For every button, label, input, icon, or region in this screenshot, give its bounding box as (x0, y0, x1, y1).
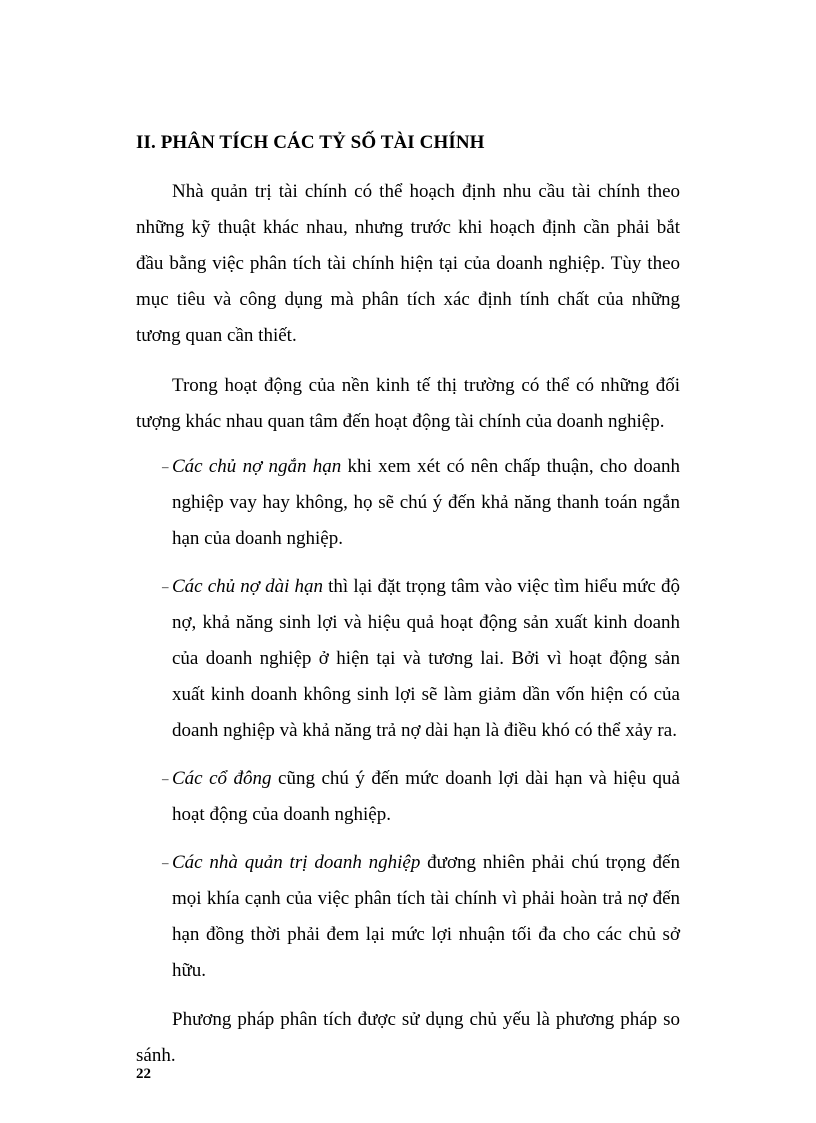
dash-bullet: – (162, 771, 169, 786)
page-body (136, 125, 680, 1074)
dash-bullet: – (162, 855, 169, 870)
stakeholder-list (136, 449, 680, 989)
item-term: Các cổ đông (172, 768, 272, 789)
dash-bullet: – (162, 459, 169, 474)
list-item (136, 845, 680, 989)
item-text: cũng chú ý đến mức doanh lợi dài hạn và hiệu quả hoạt động của doanh nghiệp. (172, 768, 680, 825)
item-text: khi xem xét có nên chấp thuận, cho doanh nghiệp vay hay không, họ sẽ chú ý đến khả năng thanh toán ngắn hạn của doanh nghiệp. (172, 456, 680, 549)
item-term: Các nhà quản trị doanh nghiệp (172, 852, 421, 873)
stakeholders-paragraph: Trong hoạt động của nền kinh tế thị trường có thể có những đối tượng khác nhau quan tâm đến hoạt động tài chính của doanh nghiệp. (136, 375, 680, 432)
list-item (136, 449, 680, 557)
section-heading: II. PHÂN TÍCH CÁC TỶ SỐ TÀI CHÍNH (136, 132, 485, 153)
intro-paragraph: Nhà quản trị tài chính có thể hoạch định nhu cầu tài chính theo những kỹ thuật khác nhau, nhưng trước khi hoạch định cần phải bắt đầu bằng việc phân tích tài chính hiện tại của doanh nghiệp. Tùy theo mục tiêu và công dụng mà phân tích xác định tính chất của những tương quan cần thiết. (136, 181, 680, 346)
list-item (136, 761, 680, 833)
item-term: Các chủ nợ ngắn hạn (172, 456, 342, 477)
item-term: Các chủ nợ dài hạn (172, 576, 323, 597)
dash-bullet: – (162, 579, 169, 594)
list-item (136, 569, 680, 749)
page-number: 22 (136, 1066, 151, 1082)
item-text: thì lại đặt trọng tâm vào việc tìm hiểu mức độ nợ, khả năng sinh lợi và hiệu quả hoạt động sản xuất kinh doanh của doanh nghiệp ở hiện tại và tương lai. Bởi vì hoạt động sản xuất kinh doanh không sinh lợi sẽ làm giảm dần vốn hiện có của doanh nghiệp và khả năng trả nợ dài hạn là điều khó có thể xảy ra. (172, 576, 680, 741)
conclusion-paragraph: Phương pháp phân tích được sử dụng chủ yếu là phương pháp so sánh. (136, 1009, 680, 1066)
item-text: đương nhiên phải chú trọng đến mọi khía cạnh của việc phân tích tài chính vì phải hoàn trả nợ đến hạn đồng thời phải đem lại mức lợi nhuận tối đa cho các chủ sở hữu. (172, 852, 680, 981)
